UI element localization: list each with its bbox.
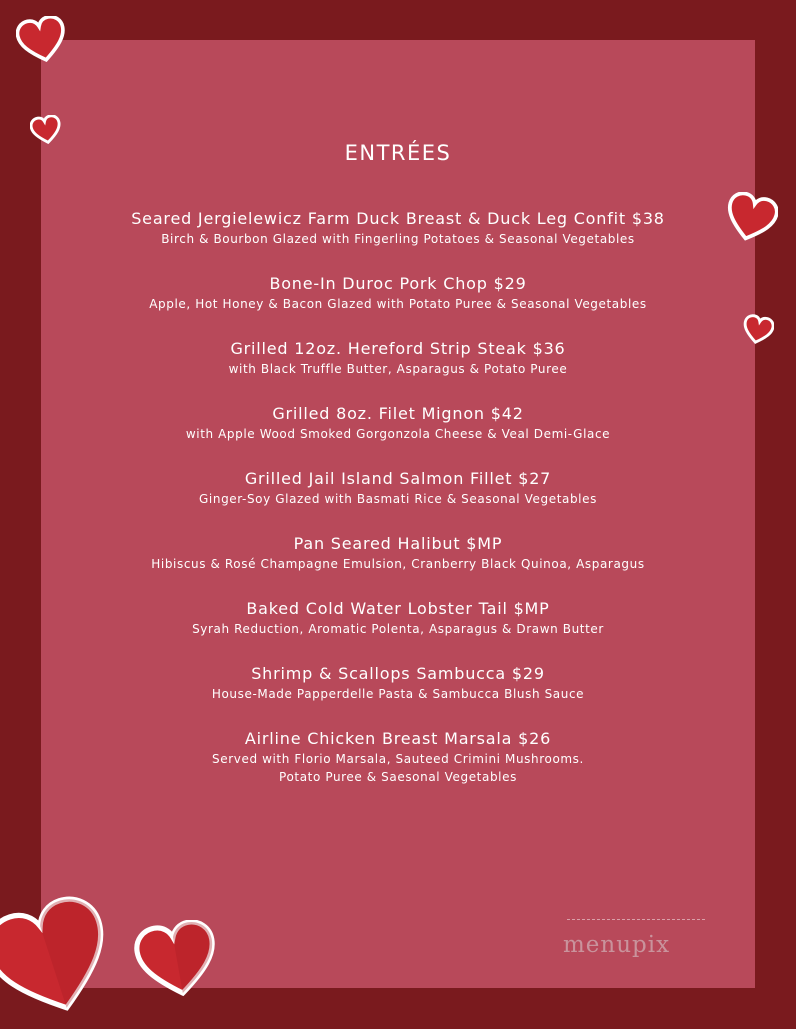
menu-item-name: Grilled 12oz. Hereford Strip Steak $36	[230, 339, 566, 358]
menu-item-name: Baked Cold Water Lobster Tail $MP	[246, 599, 550, 618]
menu-item-name: Bone-In Duroc Pork Chop $29	[269, 274, 527, 293]
menu-item	[0, 338, 796, 403]
heart-icon	[0, 892, 116, 1027]
menu-title: ENTRÉES	[344, 141, 452, 165]
menu-items	[0, 208, 796, 793]
heart-icon	[16, 16, 68, 64]
menu-item	[0, 728, 796, 793]
menu-item	[0, 533, 796, 598]
menu-item-description: Birch & Bourbon Glazed with Fingerling Potatoes & Seasonal Vegetables	[161, 232, 635, 246]
menu-item-name: Pan Seared Halibut $MP	[293, 534, 503, 553]
menu-item-description: Syrah Reduction, Aromatic Polenta, Asparagus & Drawn Butter	[192, 622, 604, 636]
menu-item-description: Hibiscus & Rosé Champagne Emulsion, Cranberry Black Quinoa, Asparagus	[151, 557, 645, 571]
menu-item-name: Grilled 8oz. Filet Mignon $42	[272, 404, 524, 423]
menu-item-description: Ginger-Soy Glazed with Basmati Rice & Seasonal Vegetables	[199, 492, 597, 506]
menu-item-name: Airline Chicken Breast Marsala $26	[244, 729, 552, 748]
menu-item	[0, 468, 796, 533]
menu-item	[0, 598, 796, 663]
menu-item-description: Potato Puree & Saesonal Vegetables	[279, 770, 517, 784]
menu-item-description: Apple, Hot Honey & Bacon Glazed with Potato Puree & Seasonal Vegetables	[149, 297, 647, 311]
heart-icon	[134, 920, 220, 1000]
menu-item-description: Served with Florio Marsala, Sauteed Crimini Mushrooms.	[212, 752, 584, 766]
menu-item-name: Shrimp & Scallops Sambucca $29	[251, 664, 545, 683]
divider	[567, 919, 705, 920]
watermark-text: menupix	[563, 932, 671, 958]
menu-item	[0, 663, 796, 728]
menu-item	[0, 273, 796, 338]
menu-item	[0, 403, 796, 468]
menu-item-description: House-Made Papperdelle Pasta & Sambucca Blush Sauce	[211, 687, 585, 701]
watermark-logo	[555, 912, 720, 982]
menu-item-description: with Black Truffle Butter, Asparagus & Potato Puree	[228, 362, 568, 376]
menu-item-description: with Apple Wood Smoked Gorgonzola Cheese & Veal Demi-Glace	[185, 427, 611, 441]
menu-item-name: Seared Jergielewicz Farm Duck Breast & Duck Leg Confit $38	[131, 209, 665, 228]
menu-item-name: Grilled Jail Island Salmon Fillet $27	[244, 469, 552, 488]
menu-item	[0, 208, 796, 273]
